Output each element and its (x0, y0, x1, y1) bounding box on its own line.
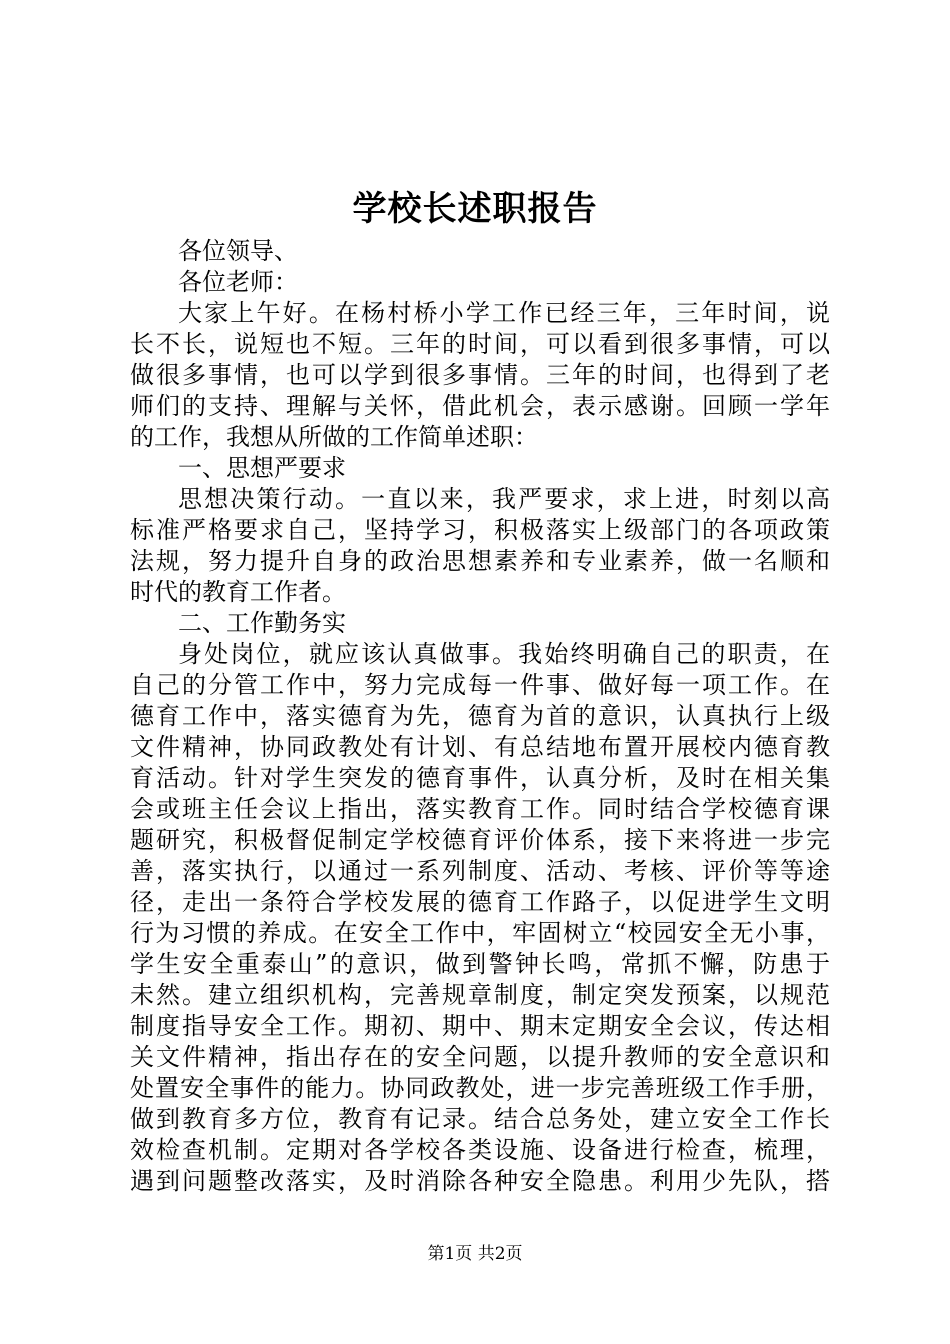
section-heading: 一、思想严要求 (178, 454, 346, 482)
body-line: 师们的支持、理解与关怀，借此机会，表示感谢。回顾一学年 (130, 392, 830, 420)
body-line: 身处岗位，就应该认真做事。我始终明确自己的职责，在 (178, 640, 830, 668)
body-line: 思想决策行动。一直以来，我严要求，求上进，时刻以高 (178, 485, 830, 513)
body-line: 未然。建立组织机构，完善规章制度，制定突发预案，以规范 (130, 981, 830, 1009)
body-line: 长不长，说短也不短。三年的时间，可以看到很多事情，可以 (130, 330, 830, 358)
body-line: 善，落实执行，以通过一系列制度、活动、考核、评价等等途 (130, 857, 830, 885)
body-line: 时代的教育工作者。 (130, 578, 346, 606)
salutation-line: 各位领导、 (178, 237, 298, 265)
document-body (130, 236, 830, 1197)
body-line: 标准严格要求自己，坚持学习，积极落实上级部门的各项政策 (130, 516, 830, 544)
body-line: 题研究，积极督促制定学校德育评价体系，接下来将进一步完 (130, 826, 830, 854)
body-line: 大家上午好。在杨村桥小学工作已经三年，三年时间，说 (178, 299, 830, 327)
body-line: 自己的分管工作中，努力完成每一件事、做好每一项工作。在 (130, 671, 830, 699)
body-line: 文件精神，协同政教处有计划、有总结地布置开展校内德育教 (130, 733, 830, 761)
body-line: 处置安全事件的能力。协同政教处，进一步完善班级工作手册， (130, 1074, 830, 1102)
body-line: 法规，努力提升自身的政治思想素养和专业素养，做一名顺和 (130, 547, 830, 575)
body-line: 径，走出一条符合学校发展的德育工作路子，以促进学生文明 (130, 888, 830, 916)
body-line: 会或班主任会议上指出，落实教育工作。同时结合学校德育课 (130, 795, 830, 823)
document-title: 学校长述职报告 (352, 189, 598, 229)
body-line: 做到教育多方位，教育有记录。结合总务处，建立安全工作长 (130, 1105, 830, 1133)
body-line: 做很多事情，也可以学到很多事情。三年的时间，也得到了老 (130, 361, 830, 389)
body-line: 效检查机制。定期对各学校各类设施、设备进行检查，梳理， (130, 1136, 830, 1164)
body-line: 行为习惯的养成。在安全工作中，牢固树立“校园安全无小事， (130, 919, 830, 947)
body-line: 关文件精神，指出存在的安全问题，以提升教师的安全意识和 (130, 1043, 830, 1071)
salutation-line: 各位老师： (178, 268, 298, 296)
page-footer: 第1页 共2页 (427, 1244, 523, 1264)
body-line: 学生安全重泰山”的意识，做到警钟长鸣，常抓不懈，防患于 (130, 950, 830, 978)
body-line: 育活动。针对学生突发的德育事件，认真分析，及时在相关集 (130, 764, 830, 792)
body-line: 遇到问题整改落实，及时消除各种安全隐患。利用少先队，搭 (130, 1167, 830, 1195)
section-heading: 二、工作勤务实 (178, 609, 346, 637)
body-line: 德育工作中，落实德育为先，德育为首的意识，认真执行上级 (130, 702, 830, 730)
body-line: 的工作，我想从所做的工作简单述职： (130, 423, 538, 451)
body-line: 制度指导安全工作。期初、期中、期末定期安全会议，传达相 (130, 1012, 830, 1040)
